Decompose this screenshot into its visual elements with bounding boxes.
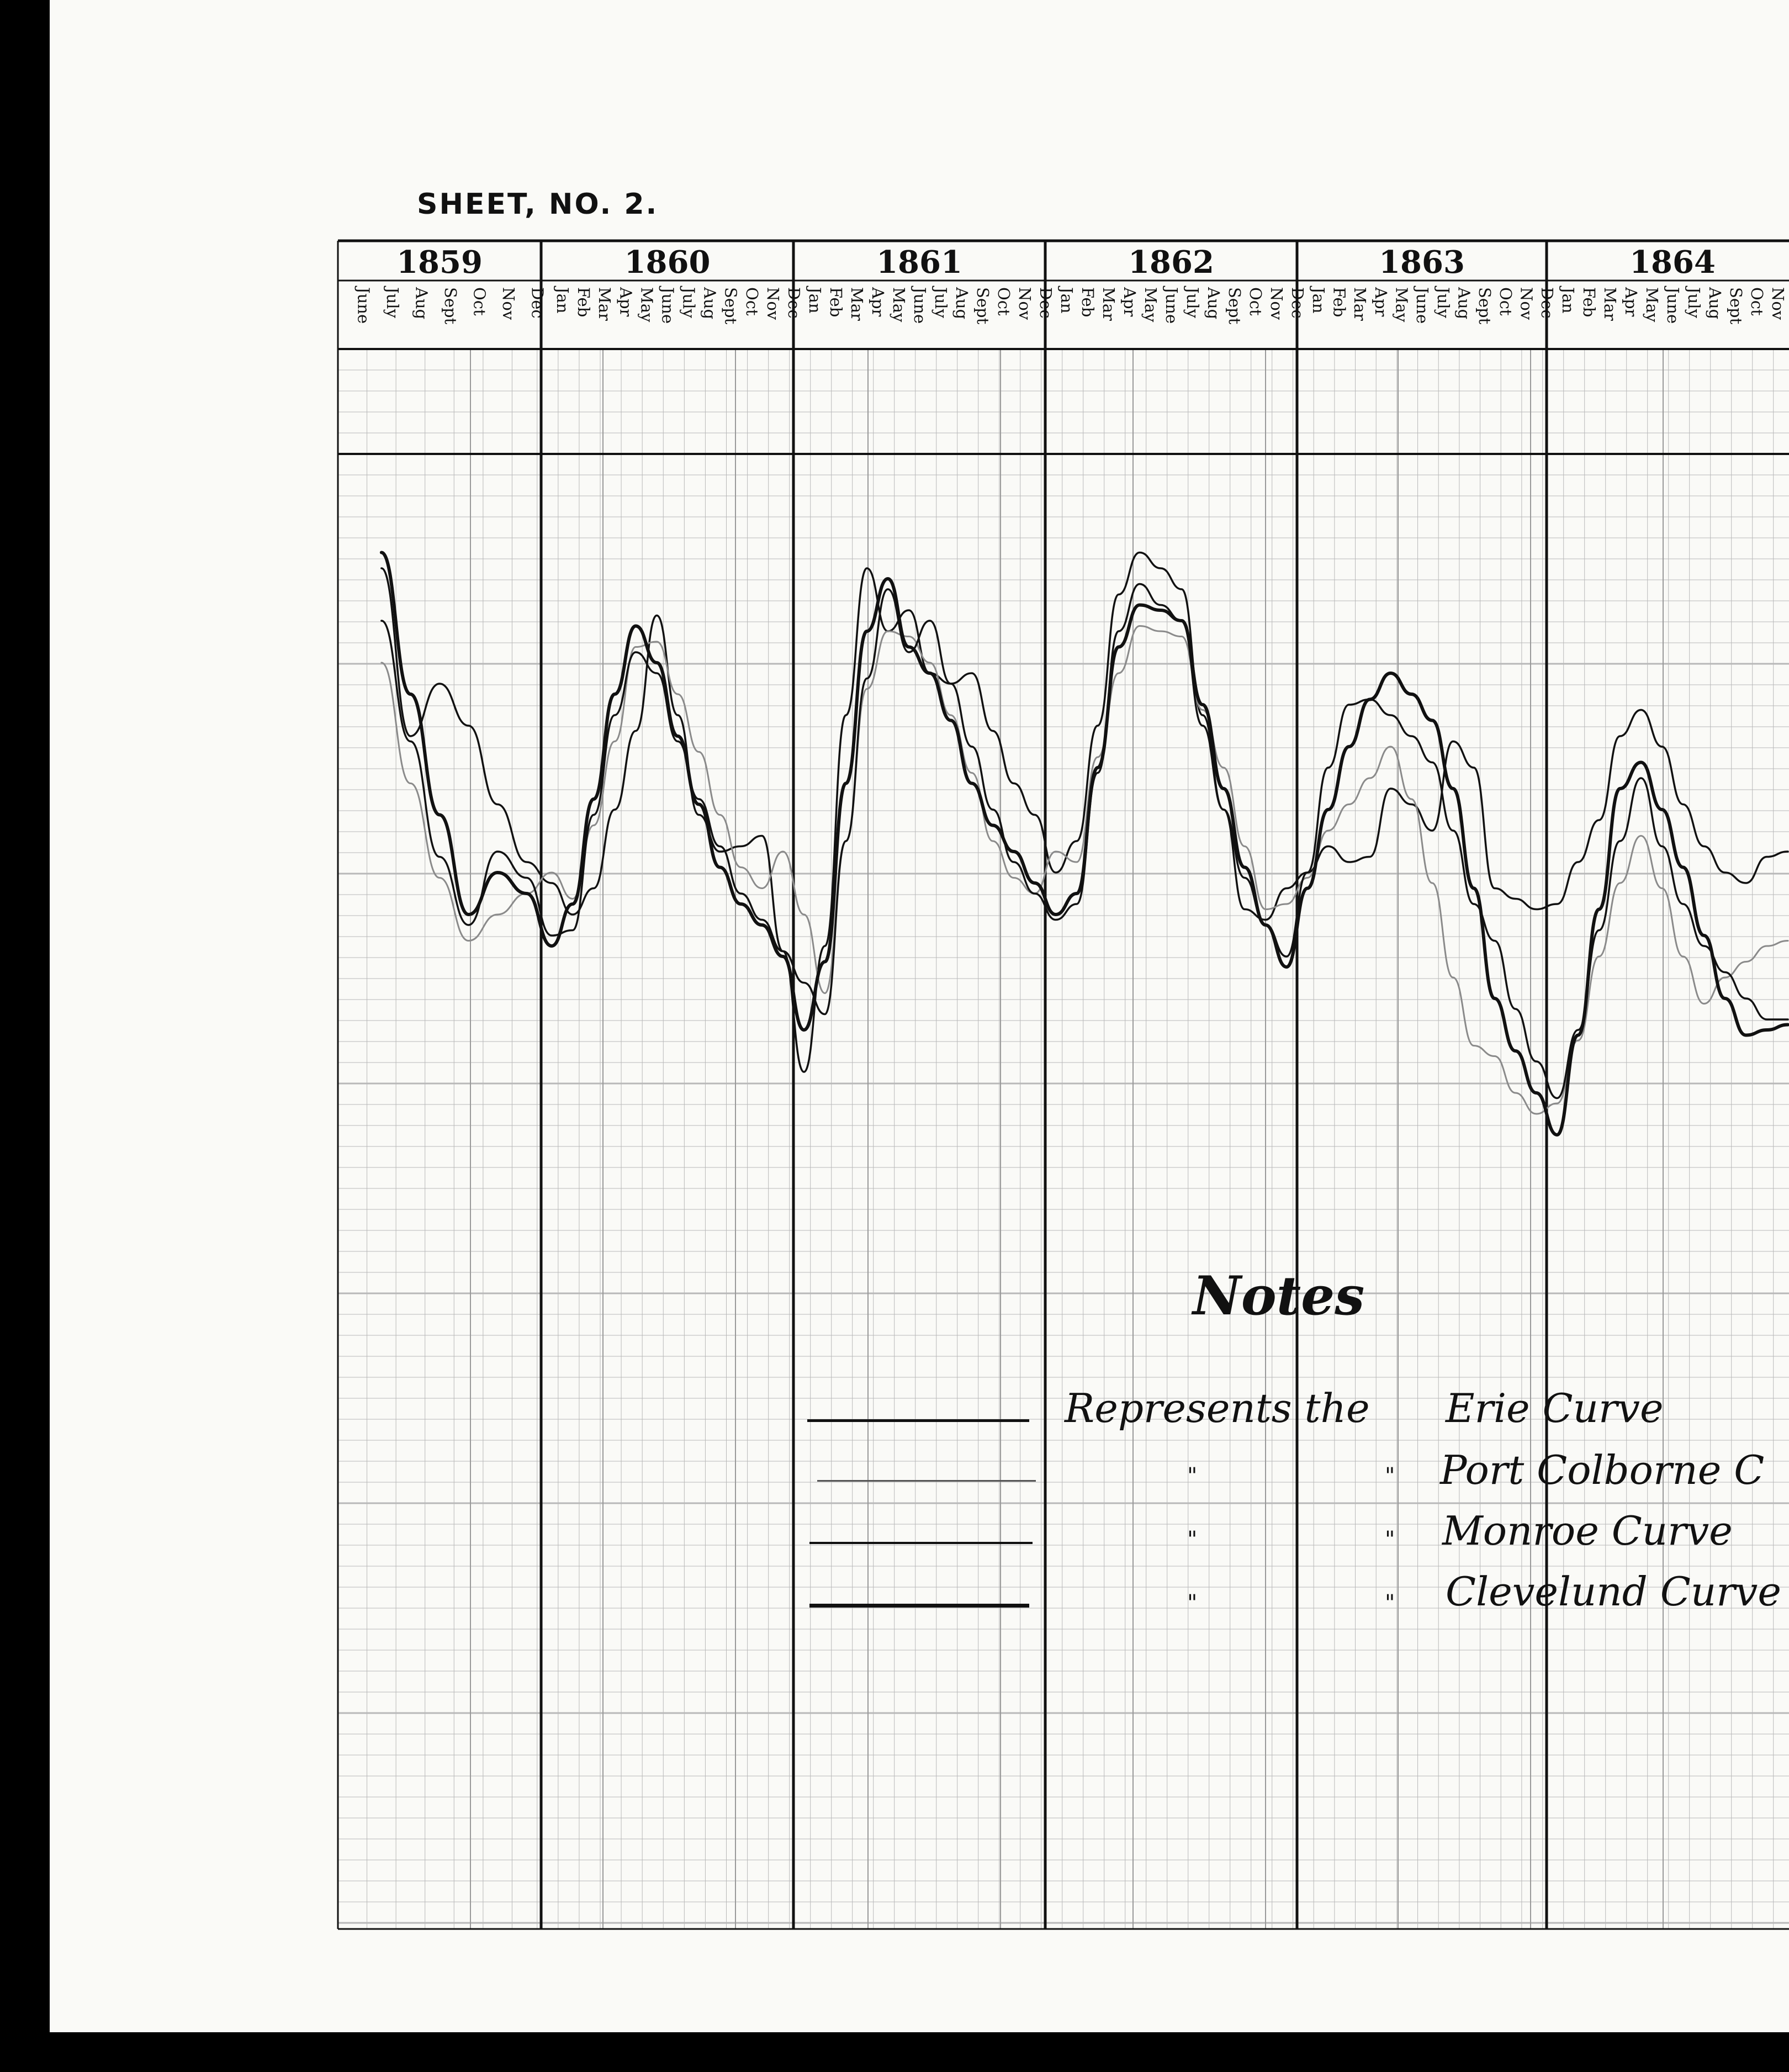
legend-label-port-colborne: Port Colborne C — [1440, 1447, 1765, 1493]
month-label: July — [931, 287, 950, 318]
month-label: June — [354, 287, 373, 324]
month-label: Nov — [1015, 287, 1034, 320]
month-label: May — [1141, 287, 1160, 323]
month-label: Aug — [1706, 287, 1724, 320]
month-label: Feb — [827, 287, 845, 318]
month-label: Aug — [700, 287, 719, 320]
month-label: Apr — [869, 287, 887, 317]
month-label: Nov — [1267, 287, 1286, 320]
legend-swatch-cleveland — [809, 1604, 1029, 1608]
month-label: Oct — [1748, 287, 1766, 316]
month-label: Jan — [1559, 287, 1578, 314]
month-label: Dec — [1538, 287, 1557, 319]
month-label: May — [1392, 287, 1411, 323]
month-label: Sept — [441, 287, 460, 325]
month-label: July — [383, 287, 402, 318]
month-label: Aug — [412, 287, 431, 320]
month-label: Nov — [499, 287, 518, 320]
month-label: Oct — [994, 287, 1013, 316]
month-label: Dec — [1036, 287, 1055, 319]
month-label: July — [1685, 287, 1703, 318]
series-line-4 — [382, 553, 1788, 1135]
chart-grid — [338, 349, 1789, 1929]
month-label: Dec — [528, 287, 547, 319]
ditto-mark: " — [1187, 1590, 1198, 1616]
ditto-mark: " — [1187, 1527, 1198, 1552]
year-label-1862: 1862 — [1128, 244, 1214, 281]
month-label: June — [911, 287, 929, 324]
month-label: Aug — [1204, 287, 1223, 320]
ditto-mark: " — [1385, 1590, 1395, 1616]
legend-label-cleveland: Clevelund Curve — [1446, 1568, 1781, 1615]
month-label: Feb — [1580, 287, 1599, 318]
month-label: Mar — [1099, 287, 1118, 321]
curves — [382, 553, 1788, 1135]
sheet-label: SHEET, NO. 2. — [417, 188, 659, 221]
month-label: Jan — [553, 287, 573, 314]
month-label: June — [1413, 287, 1432, 324]
month-label: Mar — [848, 287, 866, 321]
month-label: Sept — [1225, 287, 1244, 325]
month-label: Jan — [1057, 287, 1076, 314]
month-label: May — [1643, 287, 1661, 323]
month-label: Nov — [1517, 287, 1536, 320]
month-label: Dec — [784, 287, 803, 319]
ditto-mark: " — [1187, 1463, 1198, 1489]
legend-label-monroe: Monroe Curve — [1442, 1508, 1733, 1554]
month-label: Oct — [742, 287, 761, 316]
year-label-1859: 1859 — [396, 244, 483, 281]
month-label: Nov — [1769, 287, 1787, 320]
legend-swatch-erie — [807, 1419, 1029, 1422]
month-label: Apr — [616, 287, 636, 317]
month-label: Sept — [973, 287, 992, 325]
month-label: Sept — [1475, 287, 1495, 325]
legend-label-erie: Erie Curve — [1446, 1385, 1664, 1431]
month-label: June — [1664, 287, 1682, 324]
month-label: Mar — [595, 287, 615, 321]
month-label: Apr — [1371, 287, 1390, 317]
month-label: June — [658, 287, 678, 324]
month-label: May — [637, 287, 657, 323]
month-label: July — [1183, 287, 1202, 318]
month-label: Feb — [574, 287, 594, 318]
year-label-1860: 1860 — [624, 244, 711, 281]
month-label: Nov — [763, 287, 782, 320]
month-label: Feb — [1078, 287, 1097, 318]
month-label: Jan — [1309, 287, 1328, 314]
year-label-1864: 1864 — [1629, 244, 1716, 281]
legend-swatch-monroe — [809, 1542, 1033, 1544]
month-label: Aug — [952, 287, 971, 320]
month-label: Jan — [806, 287, 824, 314]
legend-swatch-port-colborne — [817, 1480, 1036, 1482]
month-label: Oct — [1246, 287, 1265, 316]
year-label-1861: 1861 — [876, 244, 962, 281]
month-label: June — [1162, 287, 1181, 324]
month-label: Dec — [1288, 287, 1307, 319]
month-label: July — [679, 287, 698, 318]
notes-title: Notes — [1193, 1265, 1365, 1327]
month-label: Sept — [721, 287, 740, 325]
ditto-mark: " — [1385, 1463, 1395, 1489]
year-label-1863: 1863 — [1379, 244, 1465, 281]
legend-represents-label: Represents the — [1065, 1385, 1370, 1431]
month-label: Sept — [1727, 287, 1745, 325]
year-month-header — [354, 244, 1789, 325]
chart-frame — [338, 241, 1789, 1929]
month-label: Oct — [1496, 287, 1515, 316]
month-label: Mar — [1601, 287, 1619, 321]
month-label: Apr — [1120, 287, 1139, 317]
month-label: Aug — [1454, 287, 1474, 320]
month-label: Apr — [1622, 287, 1640, 317]
month-label: July — [1433, 287, 1453, 318]
series-line-1 — [382, 553, 1788, 1072]
month-label: Oct — [470, 287, 489, 316]
month-label: Mar — [1351, 287, 1370, 321]
month-label: May — [890, 287, 908, 323]
month-label: Feb — [1330, 287, 1349, 318]
ditto-mark: " — [1385, 1527, 1395, 1552]
